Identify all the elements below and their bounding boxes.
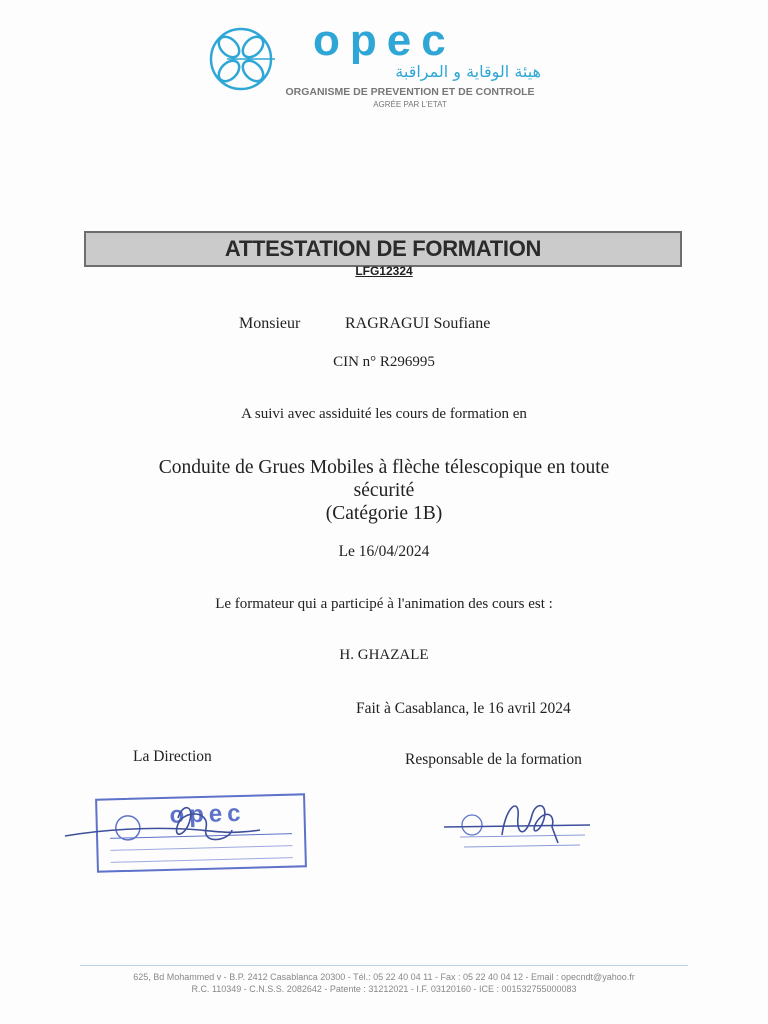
course-date: Le 16/04/2024 (338, 543, 430, 560)
title-banner (84, 231, 682, 267)
logo-wordmark: opec (313, 16, 456, 65)
direction-label: La Direction (133, 748, 212, 765)
opec-emblem-icon (205, 26, 277, 92)
svg-text:opec: opec (169, 799, 246, 829)
attendance-statement: A suivi avec assiduité les cours de formation en (241, 406, 527, 422)
document-title: ATTESTATION DE FORMATION (224, 236, 542, 261)
footer-registration: R.C. 110349 - C.N.S.S. 2082642 - Patente : 31212021 - I.F. 03120160 - ICE : 001532755000083 (191, 984, 577, 994)
reference-number: LFG12324 (355, 264, 413, 278)
trainer-signature-stamp-icon (440, 795, 600, 857)
footer-divider (80, 965, 688, 966)
course-title (80, 456, 688, 525)
trainer-statement: Le formateur qui a participé à l'animation des cours est : (215, 596, 553, 612)
course-category: (Catégorie 1B) (325, 503, 443, 524)
training-manager-label: Responsable de la formation (405, 751, 582, 768)
course-line-1: Conduite de Grues Mobiles à flèche télescopique en toute (158, 457, 610, 478)
trainer-name: H. GHAZALE (339, 647, 429, 663)
organization-name: ORGANISME DE PREVENTION ET DE CONTROLE (285, 86, 535, 98)
state-approval: AGRÉE PAR L'ETAT (373, 100, 447, 109)
footer-address: 625, Bd Mohammed v - B.P. 2412 Casablanca 20300 - Tél.: 05 22 40 04 11 - Fax : 05 22 40 04 12 - Email : opecndt@yahoo.fr (133, 972, 635, 982)
id-number: CIN n° R296995 (333, 354, 435, 370)
opec-logo (205, 16, 550, 112)
course-line-2: sécurité (353, 480, 415, 501)
direction-signature-icon (60, 800, 290, 860)
arabic-org-name: هيئة الوقاية و المراقبة (395, 62, 541, 81)
civility: Monsieur (239, 315, 301, 332)
place-and-date: Fait à Casablanca, le 16 avril 2024 (356, 700, 571, 717)
trainee-name: RAGRAGUI Soufiane (345, 315, 491, 332)
